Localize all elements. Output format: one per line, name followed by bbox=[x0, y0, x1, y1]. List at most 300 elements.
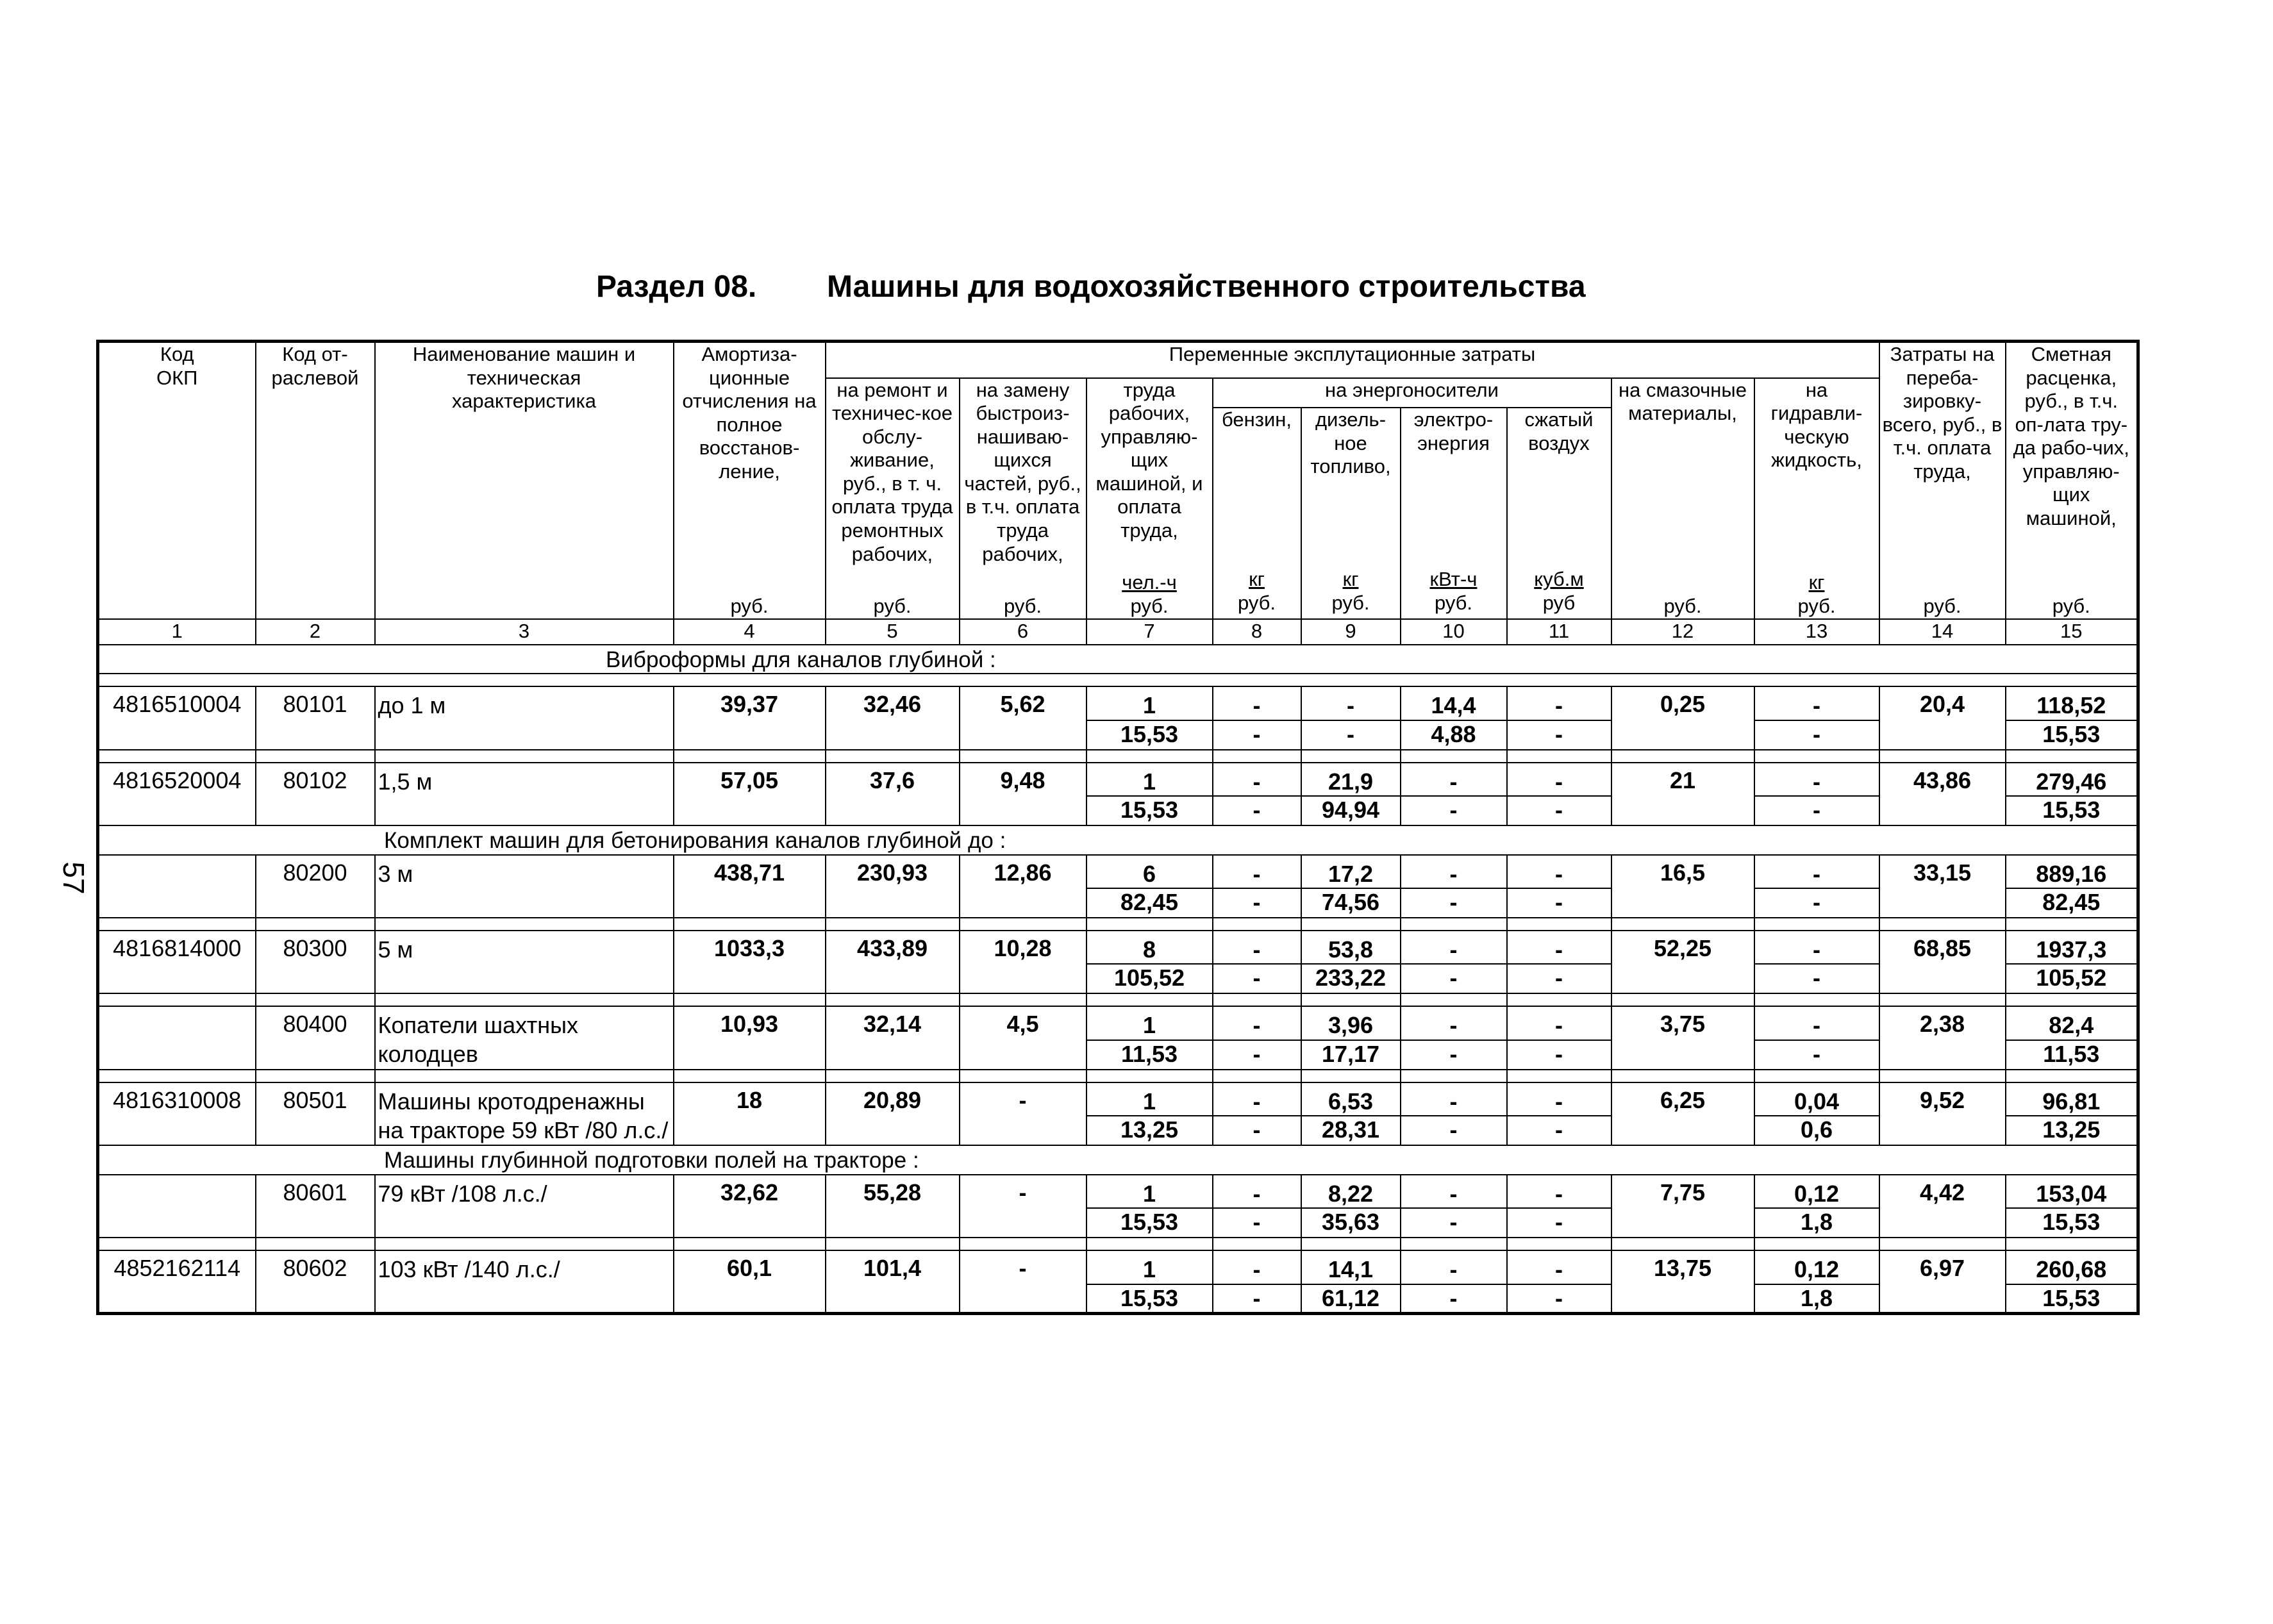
cell-petrol: - bbox=[1213, 1082, 1301, 1116]
spacer-cell bbox=[1087, 750, 1213, 763]
cell-hyd: - bbox=[1754, 855, 1879, 888]
col-hyd-header bbox=[1754, 378, 1879, 620]
cell-diesel: 6,53 bbox=[1301, 1082, 1401, 1116]
spacer-cell bbox=[960, 918, 1087, 931]
cell-elec2: 4,88 bbox=[1401, 720, 1507, 750]
cell-hyd2: - bbox=[1754, 964, 1879, 993]
cell-labor2: 15,53 bbox=[1087, 1284, 1213, 1314]
col-number: 9 bbox=[1301, 619, 1401, 645]
spacer-cell bbox=[674, 993, 826, 1006]
cell-repair: 37,6 bbox=[826, 763, 960, 825]
cell-petrol: - bbox=[1213, 1250, 1301, 1284]
cell-name: до 1 м bbox=[375, 686, 674, 749]
cell-move: 43,86 bbox=[1879, 763, 2006, 825]
cell-petrol2: - bbox=[1213, 1284, 1301, 1314]
spacer-cell bbox=[256, 918, 375, 931]
spacer-cell bbox=[1879, 918, 2006, 931]
cell-lube: 13,75 bbox=[1611, 1250, 1754, 1313]
unit-hyd: руб. bbox=[1797, 594, 1836, 617]
cell-parts: - bbox=[960, 1250, 1087, 1313]
cell-elec: - bbox=[1401, 763, 1507, 796]
cell-code: 80602 bbox=[256, 1250, 375, 1313]
cell-air: - bbox=[1507, 1006, 1611, 1040]
col-amort-header bbox=[674, 342, 826, 620]
cell-petrol: - bbox=[1213, 686, 1301, 720]
col-parts-label: на замену быстроиз-нашиваю-щихся частей, руб., в т.ч. оплата труда рабочих, bbox=[964, 378, 1081, 565]
spacer-cell bbox=[98, 750, 256, 763]
cell-okp: 4816310008 bbox=[98, 1082, 256, 1145]
unit-elec: руб. bbox=[1434, 591, 1473, 614]
spacer-cell bbox=[1301, 750, 1401, 763]
spacer-cell bbox=[1087, 1070, 1213, 1082]
cell-air2: - bbox=[1507, 888, 1611, 918]
col-number: 1 bbox=[98, 619, 256, 645]
col-lube-label: на смазочные материалы, bbox=[1619, 378, 1747, 425]
spacer-cell bbox=[1611, 750, 1754, 763]
spacer-cell bbox=[1087, 993, 1213, 1006]
spacer-cell bbox=[1401, 1070, 1507, 1082]
cell-air2: - bbox=[1507, 1208, 1611, 1238]
spacer-cell bbox=[960, 750, 1087, 763]
unit-price: руб. bbox=[2052, 595, 2090, 618]
cell-code: 80400 bbox=[256, 1006, 375, 1069]
col-repair-header bbox=[826, 378, 960, 620]
cell-price: 279,46 bbox=[2006, 763, 2138, 796]
unit-lube: руб. bbox=[1663, 594, 1702, 617]
spacer-cell bbox=[1879, 993, 2006, 1006]
cell-hyd2: - bbox=[1754, 1040, 1879, 1070]
unit-air-top: куб.м bbox=[1534, 568, 1584, 591]
table-row bbox=[98, 1082, 2138, 1116]
cell-labor: 6 bbox=[1087, 855, 1213, 888]
cell-diesel2: 17,17 bbox=[1301, 1040, 1401, 1070]
spacer-cell bbox=[1507, 993, 1611, 1006]
spacer-cell bbox=[960, 1238, 1087, 1250]
cell-code: 80601 bbox=[256, 1175, 375, 1238]
spacer-cell bbox=[674, 750, 826, 763]
cell-labor: 1 bbox=[1087, 686, 1213, 720]
cell-repair: 433,89 bbox=[826, 931, 960, 993]
col-code-header bbox=[256, 342, 375, 620]
cell-diesel: 8,22 bbox=[1301, 1175, 1401, 1208]
col-number: 14 bbox=[1879, 619, 2006, 645]
variable-costs-header: Переменные эксплутационные затраты bbox=[826, 342, 1879, 378]
cell-hyd2: 1,8 bbox=[1754, 1208, 1879, 1238]
col-parts-header bbox=[960, 378, 1087, 620]
cell-okp: 4816814000 bbox=[98, 931, 256, 993]
cell-petrol: - bbox=[1213, 1006, 1301, 1040]
cell-price: 1937,3 bbox=[2006, 931, 2138, 964]
spacer-cell bbox=[1507, 750, 1611, 763]
unit-repair: руб. bbox=[873, 594, 912, 617]
col-number: 10 bbox=[1401, 619, 1507, 645]
spacer-cell bbox=[1301, 918, 1401, 931]
unit-petrol-top: кг bbox=[1249, 568, 1265, 591]
cell-okp: 4816520004 bbox=[98, 763, 256, 825]
spacer-cell bbox=[826, 1238, 960, 1250]
col-price-label: Сметная расценка, руб., в т.ч. оп-лата тру-да рабо-чих, управляю-щих машиной, bbox=[2013, 343, 2129, 530]
col-number: 7 bbox=[1087, 619, 1213, 645]
spacer-cell bbox=[1087, 1238, 1213, 1250]
table-row bbox=[98, 763, 2138, 796]
cell-price2: 13,25 bbox=[2006, 1116, 2138, 1145]
cell-petrol2: - bbox=[1213, 796, 1301, 825]
cell-name: Копатели шахтных колодцев bbox=[375, 1006, 674, 1069]
unit-petrol: руб. bbox=[1237, 591, 1276, 614]
cell-parts: 9,48 bbox=[960, 763, 1087, 825]
cell-name: Машины кротодренажны на тракторе 59 кВт /80 л.с./ bbox=[375, 1082, 674, 1145]
group-header-row bbox=[98, 645, 2138, 674]
cell-air2: - bbox=[1507, 796, 1611, 825]
unit-diesel-top: кг bbox=[1342, 568, 1359, 591]
cell-amort: 10,93 bbox=[674, 1006, 826, 1069]
cell-hyd: 0,12 bbox=[1754, 1175, 1879, 1208]
table-row bbox=[98, 686, 2138, 720]
spacer-cell bbox=[1301, 1238, 1401, 1250]
cell-hyd: 0,12 bbox=[1754, 1250, 1879, 1284]
cell-diesel: 53,8 bbox=[1301, 931, 1401, 964]
section-title: Машины для водохозяйственного строительства bbox=[827, 270, 1586, 304]
spacer-cell bbox=[98, 1238, 256, 1250]
cell-elec2: - bbox=[1401, 1040, 1507, 1070]
cell-labor: 8 bbox=[1087, 931, 1213, 964]
spacer-cell bbox=[98, 993, 256, 1006]
cell-price: 260,68 bbox=[2006, 1250, 2138, 1284]
unit-elec-top: кВт-ч bbox=[1429, 568, 1478, 591]
cell-okp bbox=[98, 855, 256, 918]
cell-diesel: 3,96 bbox=[1301, 1006, 1401, 1040]
unit-move: руб. bbox=[1923, 595, 1961, 618]
cell-parts: 5,62 bbox=[960, 686, 1087, 749]
cell-labor2: 15,53 bbox=[1087, 796, 1213, 825]
col-move-label: Затраты на переба-зировку-всего, руб., в т.ч. оплата труда, bbox=[1882, 343, 2002, 483]
col-amort-label: Амортиза-ционные отчисления на полное восстанов-ление, bbox=[682, 343, 817, 483]
spacer-row bbox=[98, 674, 2138, 686]
unit-labor: руб. bbox=[1130, 594, 1169, 617]
col-petrol-header bbox=[1213, 408, 1301, 619]
spacer-cell bbox=[98, 1070, 256, 1082]
cell-repair: 55,28 bbox=[826, 1175, 960, 1238]
col-number: 5 bbox=[826, 619, 960, 645]
cell-okp bbox=[98, 1006, 256, 1069]
col-number: 12 bbox=[1611, 619, 1754, 645]
cell-diesel: 14,1 bbox=[1301, 1250, 1401, 1284]
spacer-row bbox=[98, 1070, 2138, 1082]
spacer-cell bbox=[1754, 1238, 1879, 1250]
spacer-cell bbox=[1507, 1238, 1611, 1250]
spacer-cell bbox=[1754, 993, 1879, 1006]
unit-parts: руб. bbox=[1003, 594, 1042, 617]
col-labor-label: труда рабочих, управляю-щих машиной, и оплата труда, bbox=[1095, 378, 1203, 542]
spacer-cell bbox=[960, 1070, 1087, 1082]
cell-amort: 57,05 bbox=[674, 763, 826, 825]
cell-diesel2: 94,94 bbox=[1301, 796, 1401, 825]
cell-repair: 32,14 bbox=[826, 1006, 960, 1069]
cell-okp bbox=[98, 1175, 256, 1238]
group-title: Машины глубинной подготовки полей на тракторе : bbox=[98, 1145, 2138, 1174]
spacer-cell bbox=[98, 918, 256, 931]
cell-elec: 14,4 bbox=[1401, 686, 1507, 720]
spacer-cell bbox=[674, 1238, 826, 1250]
cell-petrol: - bbox=[1213, 855, 1301, 888]
cell-petrol2: - bbox=[1213, 1208, 1301, 1238]
cell-diesel2: 28,31 bbox=[1301, 1116, 1401, 1145]
cell-lube: 52,25 bbox=[1611, 931, 1754, 993]
spacer-row bbox=[98, 750, 2138, 763]
unit-diesel: руб. bbox=[1331, 591, 1370, 614]
spacer-cell bbox=[256, 1070, 375, 1082]
spacer-cell bbox=[1213, 918, 1301, 931]
cell-air2: - bbox=[1507, 964, 1611, 993]
cell-diesel2: 233,22 bbox=[1301, 964, 1401, 993]
cell-air: - bbox=[1507, 855, 1611, 888]
cell-air2: - bbox=[1507, 1284, 1611, 1314]
spacer-cell bbox=[1879, 1238, 2006, 1250]
cell-hyd2: - bbox=[1754, 888, 1879, 918]
spacer-cell bbox=[375, 1070, 674, 1082]
col-number: 4 bbox=[674, 619, 826, 645]
cell-name: 5 м bbox=[375, 931, 674, 993]
cell-petrol: - bbox=[1213, 763, 1301, 796]
cell-amort: 60,1 bbox=[674, 1250, 826, 1313]
spacer-row bbox=[98, 993, 2138, 1006]
cell-hyd: 0,04 bbox=[1754, 1082, 1879, 1116]
table-row bbox=[98, 931, 2138, 964]
cell-air: - bbox=[1507, 763, 1611, 796]
spacer-cell bbox=[1213, 993, 1301, 1006]
cell-air2: - bbox=[1507, 720, 1611, 750]
cell-price2: 82,45 bbox=[2006, 888, 2138, 918]
cell-repair: 32,46 bbox=[826, 686, 960, 749]
cell-elec2: - bbox=[1401, 796, 1507, 825]
spacer-cell bbox=[1879, 750, 2006, 763]
group-title: Комплект машин для бетонирования каналов глубиной до : bbox=[98, 825, 2138, 854]
cell-hyd2: 0,6 bbox=[1754, 1116, 1879, 1145]
group-title: Виброформы для каналов глубиной : bbox=[98, 645, 2138, 674]
cell-move: 6,97 bbox=[1879, 1250, 2006, 1313]
col-number: 15 bbox=[2006, 619, 2138, 645]
cell-air: - bbox=[1507, 1250, 1611, 1284]
cell-petrol: - bbox=[1213, 931, 1301, 964]
cell-move: 9,52 bbox=[1879, 1082, 2006, 1145]
cell-repair: 101,4 bbox=[826, 1250, 960, 1313]
header-row bbox=[98, 342, 2138, 378]
cell-elec2: - bbox=[1401, 888, 1507, 918]
cell-move: 2,38 bbox=[1879, 1006, 2006, 1069]
cell-code: 80101 bbox=[256, 686, 375, 749]
spacer-row bbox=[98, 918, 2138, 931]
col-number: 2 bbox=[256, 619, 375, 645]
cell-labor: 1 bbox=[1087, 1006, 1213, 1040]
cell-elec: - bbox=[1401, 1250, 1507, 1284]
unit-hyd-top: кг bbox=[1808, 571, 1825, 594]
cell-air2: - bbox=[1507, 1116, 1611, 1145]
col-okp-header bbox=[98, 342, 256, 620]
col-number: 3 bbox=[375, 619, 674, 645]
col-air-label: сжатый воздух bbox=[1524, 408, 1594, 454]
spacer-cell bbox=[2006, 1238, 2138, 1250]
cell-labor2: 105,52 bbox=[1087, 964, 1213, 993]
cell-name: 3 м bbox=[375, 855, 674, 918]
cell-elec2: - bbox=[1401, 1116, 1507, 1145]
cell-parts: 10,28 bbox=[960, 931, 1087, 993]
spacer-cell bbox=[1301, 993, 1401, 1006]
cell-labor: 1 bbox=[1087, 1250, 1213, 1284]
spacer-cell bbox=[1879, 1070, 2006, 1082]
cell-hyd2: - bbox=[1754, 720, 1879, 750]
cell-name: 1,5 м bbox=[375, 763, 674, 825]
cell-name: 103 кВт /140 л.с./ bbox=[375, 1250, 674, 1313]
page-number: 57 bbox=[57, 861, 90, 895]
cell-lube: 16,5 bbox=[1611, 855, 1754, 918]
cell-petrol2: - bbox=[1213, 964, 1301, 993]
cell-petrol2: - bbox=[1213, 888, 1301, 918]
unit-air: руб bbox=[1542, 591, 1576, 614]
cell-move: 33,15 bbox=[1879, 855, 2006, 918]
col-repair-label: на ремонт и техничес-кое обслу-живание, руб., в т. ч. оплата труда ремонтных рабочих, bbox=[831, 378, 953, 565]
cell-amort: 438,71 bbox=[674, 855, 826, 918]
cell-labor2: 11,53 bbox=[1087, 1040, 1213, 1070]
cell-lube: 21 bbox=[1611, 763, 1754, 825]
spacer-cell bbox=[826, 918, 960, 931]
price-table bbox=[96, 340, 2140, 1315]
cell-price: 82,4 bbox=[2006, 1006, 2138, 1040]
col-number: 13 bbox=[1754, 619, 1879, 645]
energy-header: на энергоносители bbox=[1213, 378, 1611, 408]
cell-diesel2: - bbox=[1301, 720, 1401, 750]
col-number: 6 bbox=[960, 619, 1087, 645]
cell-okp: 4852162114 bbox=[98, 1250, 256, 1313]
cell-repair: 20,89 bbox=[826, 1082, 960, 1145]
cell-petrol: - bbox=[1213, 1175, 1301, 1208]
cell-elec: - bbox=[1401, 1082, 1507, 1116]
spacer-cell bbox=[375, 993, 674, 1006]
cell-move: 20,4 bbox=[1879, 686, 2006, 749]
spacer-cell bbox=[2006, 993, 2138, 1006]
col-labor-header bbox=[1087, 378, 1213, 620]
spacer-cell bbox=[256, 750, 375, 763]
spacer-cell bbox=[826, 1070, 960, 1082]
cell-labor: 1 bbox=[1087, 1082, 1213, 1116]
cell-labor2: 82,45 bbox=[1087, 888, 1213, 918]
cell-hyd2: 1,8 bbox=[1754, 1284, 1879, 1314]
spacer-cell bbox=[1401, 993, 1507, 1006]
cell-code: 80102 bbox=[256, 763, 375, 825]
spacer-cell bbox=[375, 750, 674, 763]
cell-lube: 7,75 bbox=[1611, 1175, 1754, 1238]
cell-diesel: 21,9 bbox=[1301, 763, 1401, 796]
cell-parts: - bbox=[960, 1175, 1087, 1238]
cell-amort: 39,37 bbox=[674, 686, 826, 749]
spacer-cell bbox=[1611, 993, 1754, 1006]
spacer-row bbox=[98, 1238, 2138, 1250]
cell-okp: 4816510004 bbox=[98, 686, 256, 749]
cell-diesel2: 61,12 bbox=[1301, 1284, 1401, 1314]
col-petrol-label: бензин, bbox=[1221, 408, 1292, 431]
cell-hyd: - bbox=[1754, 686, 1879, 720]
col-number: 8 bbox=[1213, 619, 1301, 645]
col-air-header bbox=[1507, 408, 1611, 619]
spacer-cell bbox=[826, 993, 960, 1006]
spacer-cell bbox=[1507, 918, 1611, 931]
cell-air: - bbox=[1507, 931, 1611, 964]
spacer-cell bbox=[1754, 1070, 1879, 1082]
table-row bbox=[98, 1175, 2138, 1208]
cell-elec2: - bbox=[1401, 1284, 1507, 1314]
cell-labor2: 15,53 bbox=[1087, 720, 1213, 750]
cell-hyd: - bbox=[1754, 763, 1879, 796]
spacer-cell bbox=[1213, 750, 1301, 763]
cell-air: - bbox=[1507, 1082, 1611, 1116]
cell-elec: - bbox=[1401, 931, 1507, 964]
cell-amort: 32,62 bbox=[674, 1175, 826, 1238]
cell-price: 96,81 bbox=[2006, 1082, 2138, 1116]
unit-amort: руб. bbox=[730, 595, 769, 618]
cell-code: 80501 bbox=[256, 1082, 375, 1145]
cell-repair: 230,93 bbox=[826, 855, 960, 918]
col-number: 11 bbox=[1507, 619, 1611, 645]
spacer-cell bbox=[1754, 750, 1879, 763]
cell-price: 153,04 bbox=[2006, 1175, 2138, 1208]
spacer-cell bbox=[1401, 918, 1507, 931]
spacer-cell bbox=[1301, 1070, 1401, 1082]
spacer-cell bbox=[960, 993, 1087, 1006]
cell-labor2: 15,53 bbox=[1087, 1208, 1213, 1238]
spacer-cell bbox=[256, 993, 375, 1006]
spacer-cell bbox=[375, 918, 674, 931]
cell-parts: 12,86 bbox=[960, 855, 1087, 918]
cell-labor2: 13,25 bbox=[1087, 1116, 1213, 1145]
cell-air: - bbox=[1507, 1175, 1611, 1208]
col-diesel-header bbox=[1301, 408, 1401, 619]
spacer-cell bbox=[674, 918, 826, 931]
cell-diesel: 17,2 bbox=[1301, 855, 1401, 888]
cell-elec2: - bbox=[1401, 964, 1507, 993]
group-header-row bbox=[98, 825, 2138, 854]
cell-parts: - bbox=[960, 1082, 1087, 1145]
col-name-label: Наименование машин и техническая характеристика bbox=[412, 343, 636, 413]
cell-lube: 6,25 bbox=[1611, 1082, 1754, 1145]
cell-hyd2: - bbox=[1754, 796, 1879, 825]
cell-price2: 11,53 bbox=[2006, 1040, 2138, 1070]
cell-amort: 1033,3 bbox=[674, 931, 826, 993]
spacer-cell bbox=[2006, 918, 2138, 931]
col-okp-label: Код ОКП bbox=[156, 343, 198, 389]
cell-elec2: - bbox=[1401, 1208, 1507, 1238]
col-price-header bbox=[2006, 342, 2138, 620]
cell-lube: 3,75 bbox=[1611, 1006, 1754, 1069]
spacer-cell bbox=[1087, 918, 1213, 931]
cell-name: 79 кВт /108 л.с./ bbox=[375, 1175, 674, 1238]
cell-petrol2: - bbox=[1213, 1116, 1301, 1145]
spacer-cell bbox=[1611, 1070, 1754, 1082]
cell-diesel2: 74,56 bbox=[1301, 888, 1401, 918]
cell-elec: - bbox=[1401, 1175, 1507, 1208]
cell-labor: 1 bbox=[1087, 1175, 1213, 1208]
spacer-cell bbox=[98, 674, 2138, 686]
cell-hyd: - bbox=[1754, 1006, 1879, 1040]
cell-air: - bbox=[1507, 686, 1611, 720]
cell-diesel2: 35,63 bbox=[1301, 1208, 1401, 1238]
cell-diesel: - bbox=[1301, 686, 1401, 720]
cell-code: 80300 bbox=[256, 931, 375, 993]
spacer-cell bbox=[1611, 1238, 1754, 1250]
spacer-cell bbox=[674, 1070, 826, 1082]
cell-petrol2: - bbox=[1213, 1040, 1301, 1070]
cell-move: 4,42 bbox=[1879, 1175, 2006, 1238]
spacer-cell bbox=[375, 1238, 674, 1250]
table-row bbox=[98, 855, 2138, 888]
